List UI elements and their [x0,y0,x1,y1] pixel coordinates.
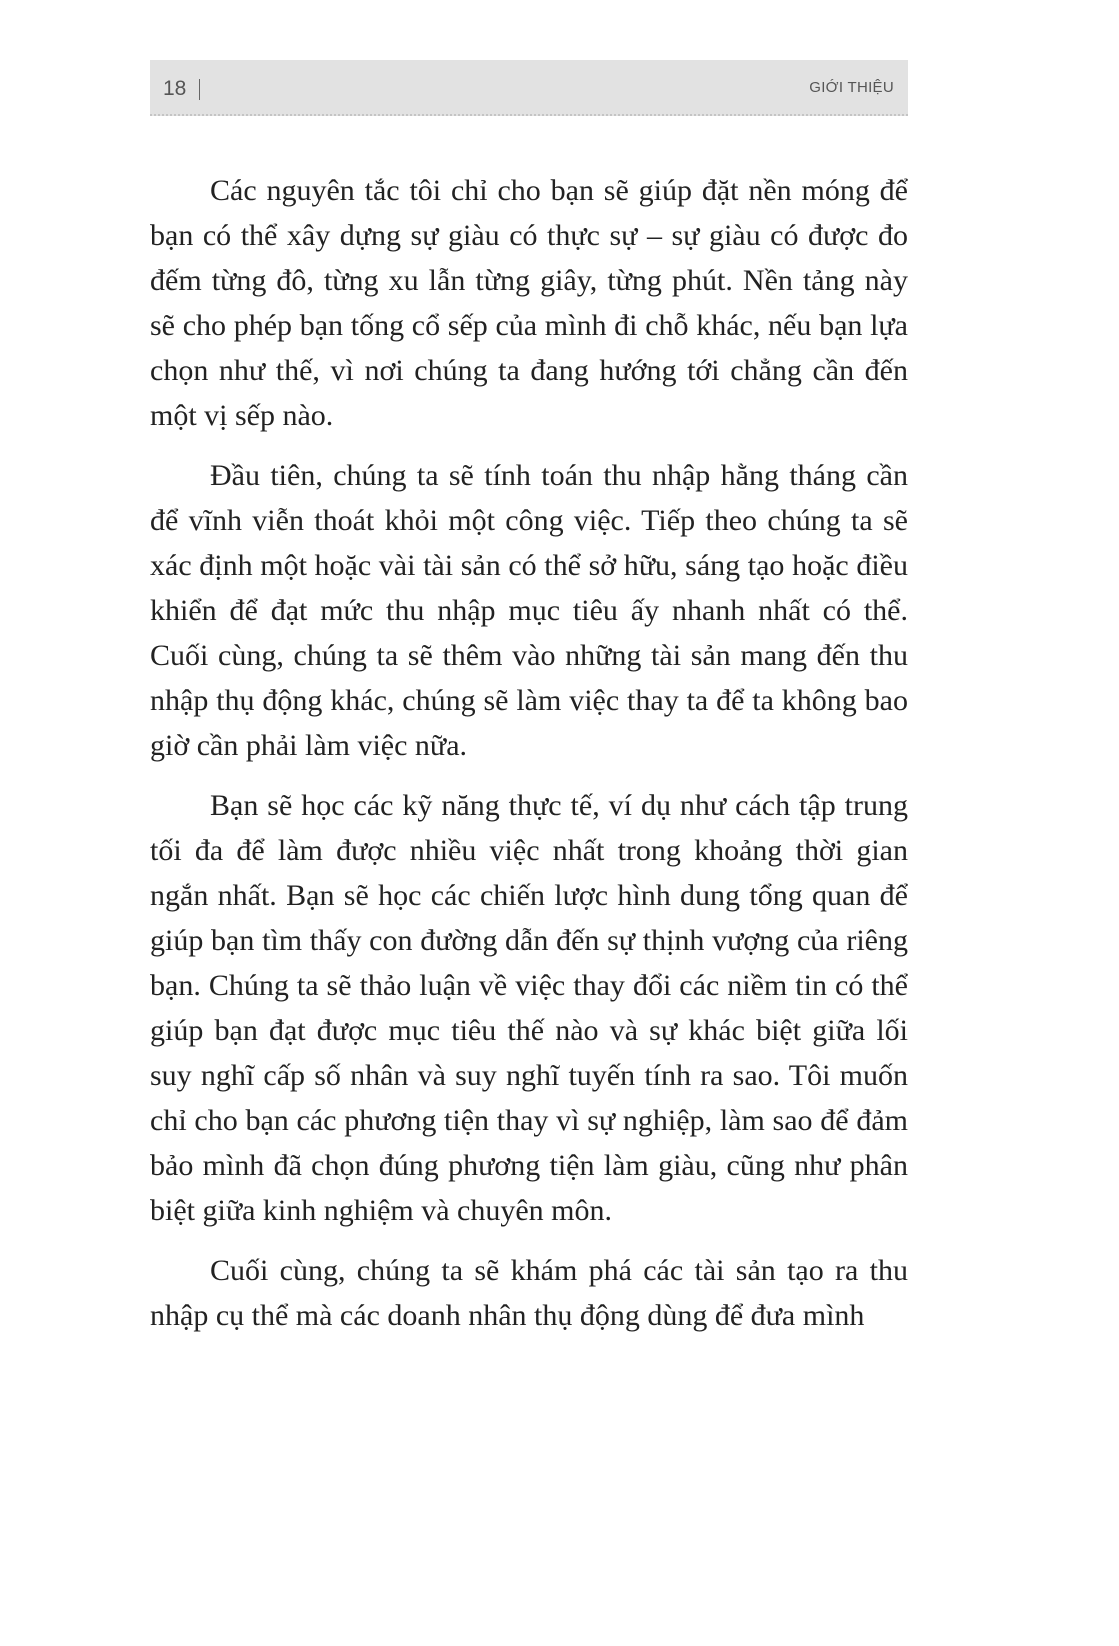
paragraph-2: Đầu tiên, chúng ta sẽ tính toán thu nhập hằng tháng cần để vĩnh viễn thoát khỏi một công việc. Tiếp theo chúng ta sẽ xác định một hoặc vài tài sản có thể sở hữu, sáng tạo hoặc điều khiển để đạt mức thu nhập mục tiêu ấy nhanh nhất có thể. Cuối cùng, chúng ta sẽ thêm vào những tài sản mang đến thu nhập thụ động khác, chúng sẽ làm việc thay ta để ta không bao giờ cần phải làm việc nữa. [150,459,908,762]
section-title: GIỚI THIỆU [809,79,894,96]
paragraph-3: Bạn sẽ học các kỹ năng thực tế, ví dụ như cách tập trung tối đa để làm được nhiều việc nhất trong khoảng thời gian ngắn nhất. Bạn sẽ học các chiến lược hình dung tổng quan để giúp bạn tìm thấy con đường dẫn đến sự thịnh vượng của riêng bạn. Chúng ta sẽ thảo luận về việc thay đổi các niềm tin có thể giúp bạn đạt được mục tiêu thế nào và sự khác biệt giữa lối suy nghĩ cấp số nhân và suy nghĩ tuyến tính ra sao. Tôi muốn chỉ cho bạn các phương tiện thay vì sự nghiệp, làm sao để đảm bảo mình đã chọn đúng phương tiện làm giàu, cũng như phân biệt giữa kinh nghiệm và chuyên môn. [150,789,908,1227]
page-number: 18 [163,77,187,100]
paragraph-4: Cuối cùng, chúng ta sẽ khám phá các tài sản tạo ra thu nhập cụ thể mà các doanh nhân thụ động dùng để đưa mình [150,1254,908,1332]
running-header [150,60,908,116]
body-text [150,168,908,1353]
paragraph-1: Các nguyên tắc tôi chỉ cho bạn sẽ giúp đặt nền móng để bạn có thể xây dựng sự giàu có thực sự – sự giàu có được đo đếm từng đô, từng xu lẫn từng giây, từng phút. Nền tảng này sẽ cho phép bạn tống cổ sếp của mình đi chỗ khác, nếu bạn lựa chọn như thế, vì nơi chúng ta đang hướng tới chẳng cần đến một vị sếp nào. [150,174,908,432]
header-divider [199,79,200,100]
